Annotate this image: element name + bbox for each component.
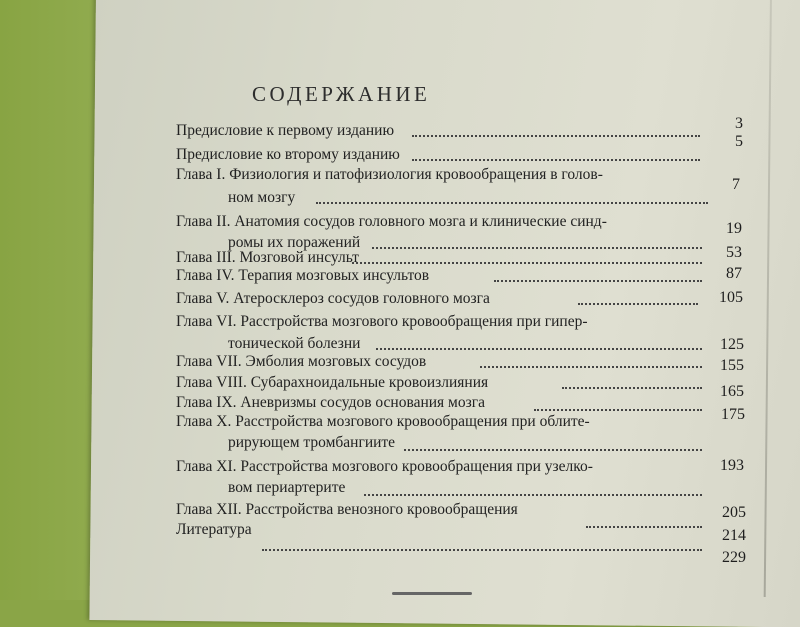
toc-entry: [176, 167, 746, 183]
toc-entry-text: Глава III. Мозговой инсульт: [176, 249, 359, 266]
toc-entry-text: Глава VI. Расстройства мозгового кровообращения при гипер-: [176, 313, 588, 330]
dot-leader: [578, 302, 698, 305]
toc-entry: [176, 414, 746, 430]
toc-page-number: 105: [719, 289, 743, 306]
toc-entry-text: Глава XI. Расстройства мозгового кровообращения при узелко-: [176, 458, 593, 475]
dot-leader: [412, 158, 700, 161]
toc-page-number: 5: [735, 133, 743, 150]
toc-entry-text: вом периартерите: [228, 479, 346, 496]
toc-page-number: 53: [726, 244, 742, 261]
toc-page-number: 3: [735, 115, 743, 132]
toc-page-number: 155: [720, 357, 744, 374]
dot-leader: [562, 386, 702, 389]
toc-entry-text: Глава X. Расстройства мозгового кровообращения при облите-: [176, 413, 590, 430]
toc-entry-text: Глава I. Физиология и патофизиология кровообращения в голов-: [176, 166, 603, 183]
toc-page-number: 214: [722, 527, 746, 544]
toc-entry-text: Глава VIII. Субарахноидальные кровоизлияния: [176, 374, 489, 391]
dot-leader: [480, 365, 702, 368]
dot-leader: [352, 261, 702, 264]
toc-entry-text: Глава IV. Терапия мозговых инсультов: [176, 267, 430, 284]
toc-page-number: 7: [732, 176, 740, 193]
toc-page-number: 125: [720, 336, 744, 353]
toc-entry-text: Глава VII. Эмболия мозговых сосудов: [176, 353, 427, 370]
toc-page-number: 165: [720, 383, 744, 400]
bottom-rule: [392, 592, 472, 595]
dot-leader: [494, 279, 702, 282]
dot-leader: [376, 347, 702, 350]
toc-entry-text: ном мозгу: [228, 189, 296, 206]
dot-leader: [262, 548, 702, 551]
toc-entry-text: Литература: [176, 521, 252, 538]
toc-entry-text: Глава II. Анатомия сосудов головного мозга и клинические синд-: [176, 213, 607, 230]
toc-entry-text: тонической болезни: [228, 335, 361, 352]
toc-entry-text: Предисловие к первому изданию: [176, 122, 395, 139]
dot-leader: [372, 246, 702, 249]
toc-entry-text: Глава IX. Аневризмы сосудов основания мозга: [176, 394, 485, 411]
dot-leader: [316, 201, 708, 204]
toc-entry: [176, 459, 746, 475]
dot-leader: [412, 134, 700, 137]
toc-entry-text: Глава XII. Расстройства венозного кровообращения: [176, 501, 518, 518]
toc-page-number: 175: [721, 406, 745, 423]
toc-entry: [176, 214, 746, 230]
page-title: СОДЕРЖАНИЕ: [252, 82, 431, 106]
dot-leader: [364, 493, 702, 496]
toc-entry-text: рирующем тромбангиите: [228, 434, 396, 451]
toc-page-number: 229: [722, 549, 746, 566]
toc-page-number: 87: [726, 265, 742, 282]
toc-page-number: 205: [722, 504, 746, 521]
toc-entry-text: Предисловие ко второму изданию: [176, 146, 400, 163]
toc-page-number: 193: [720, 457, 744, 474]
toc-entry: [176, 522, 746, 538]
toc-entry-text: ромы их поражений: [228, 234, 361, 251]
toc-page-number: 19: [726, 220, 742, 237]
toc-entry-text: Глава V. Атеросклероз сосудов головного мозга: [176, 290, 490, 307]
toc-entry: [176, 502, 746, 518]
toc-entry: [176, 314, 746, 330]
dot-leader: [404, 448, 702, 451]
dot-leader: [534, 408, 702, 411]
